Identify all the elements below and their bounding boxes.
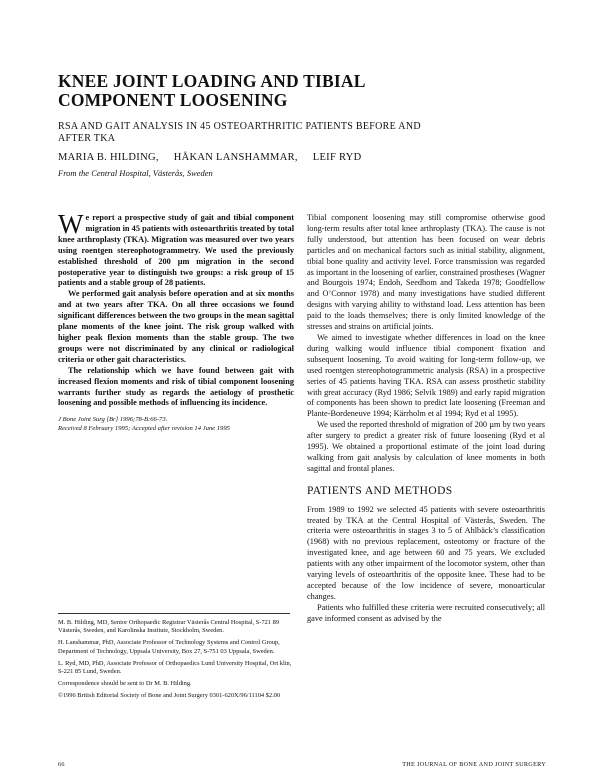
section-heading: PATIENTS AND METHODS [307,484,453,497]
abstract-paragraph: We performed gait analysis before operation and at six months and at two years after TKA. On all three occasions we found significant differences between the two groups in the mean sagittal plane moments of the knee joint. The risk group walked with higher peak flexion moments than the stable group. The two groups were not discriminated by any clinical or radiological criteria or other gait characteristics. [58,289,294,364]
body-paragraph: We aimed to investigate whether differences in load on the knee during walking would influence tibial component fixation and subsequent loosening. To avoid waiting for long-term follow-up, we used roentgen stereophotogrammetric analysis (RSA) in a prospective series of 45 patients having TKA. RSA can assess prosthetic stability with great accuracy (Ryd 1986; Selvik 1989) and early rapid migration of components has been shown to predict late loosening (Freeman and Plante-Bordeneuve 1994; Kärrholm et al 1994; Ryd et al 1995). [307,332,545,419]
author-name: LEIF RYD [312,152,362,163]
footnote-divider [58,613,290,614]
author-list [58,152,374,163]
author-name: MARIA B. HILDING, [58,152,159,163]
page-number: 66 [58,761,65,768]
footnote: Correspondence should be sent to Dr M. B. Hilding. [58,680,192,688]
abstract-paragraph: The relationship which we have found between gait with increased flexion moments and risk of tibial component loosening warrants further study as regards the aetiology of prosthetic loosening and possible methods of influencing its incidence. [58,365,294,408]
body-paragraph: We used the reported threshold of migration of 200 µm by two years after surgery to predict a greater risk of future loosening (Ryd et al 1995). We obtained a proportional estimate of the joint load during walking from gait analysis by calculation of knee moments in both sagittal and frontal planes. [307,420,545,473]
body-column [307,213,545,625]
journal-name: THE JOURNAL OF BONE AND JOINT SURGERY [402,761,546,768]
abstract-column [58,209,294,434]
drop-cap: W [58,209,84,239]
footnote: ©1996 British Editorial Society of Bone and Joint Surgery 0301-620X/96/11104 $2.00 [58,692,281,700]
body-paragraph: From 1989 to 1992 we selected 45 patients with severe osteoarthritis treated by TKA at the Central Hospital of Västerås, Sweden. The criteria were osteoarthritis in stages 3 to 5 of Ahlbäck’s classification (1968) with no previous replacement, osteotomy or fracture of the investigated knee, and age between 60 and 75 years. We excluded patients with any other impairment of the locomotor system, other than varying levels of osteoarthritis of the opposite knee. These had to be accepted because of the low incidence of severe, monoarticular changes. [307,504,545,601]
article-title: KNEE JOINT LOADING AND TIBIAL COMPONENT LOOSENING [58,71,365,110]
abstract-paragraph: We report a prospective study of gait and tibial component migration in 45 patients with osteoarthritis treated by total knee arthroplasty (TKA). Migration was measured over two years using roentgen stereophotogrammetry. We used the previously established threshold of 200 µm migration in the second postoperative year to distinguish two groups: a risk group of 15 patients and a stable group of 28 patients. [58,209,294,288]
body-paragraph: Patients who fulfilled these criteria were recruited consecutively; all gave informed consent as advised by the [307,602,545,623]
affiliation: From the Central Hospital, Västerås, Sweden [58,168,213,178]
footnote: L. Ryd, MD, PhD, Associate Professor of Orthopaedics Lund University Hospital, Ort klin, S-221 85 Lund, Sweden. [58,659,292,676]
citation-block [58,416,294,433]
citation: J Bone Joint Surg [Br] 1996;78-B:66-73. [58,416,168,424]
author-name: HÅKAN LANSHAMMAR, [173,152,298,163]
footnote: M. B. Hilding, MD, Senior Orthopaedic Registrar Västerås Central Hospital, S-721 89 Västerås, Sweden, and Karolinska Institute, Stockholm, Sweden. [58,619,280,635]
footnotes [58,619,298,705]
footnote: H. Lanshammar, PhD, Associate Professor of Technology Systems and Control Group, Department of Technology, Uppsala University, Box 27, S-751 03 Uppsala, Sweden. [58,639,280,655]
received-date: Received 8 February 1995; Accepted after revision 14 June 1995 [58,424,230,432]
abstract [58,209,294,409]
body-paragraph: Tibial component loosening may still compromise otherwise good long-term results after total knee arthroplasty (TKA). The cause is not fully understood, but attention has been focused on wear debris particles and on mechanical factors such as initial stability, alignment, tibial bone quality and activity level. Force transmission was regarded as important in the loosening of earlier, constrained prostheses (Wagner and Bourgois 1974; Endoh, Seedhom and Takeda 1978; Goodfellow and O’Connor 1978) and many investigations have studied different designs with varying ability to withstand load. Less attention has been paid to the loads themselves; there is only limited knowledge of the stresses and strains on artificial joints. [307,213,545,332]
article-subtitle: RSA AND GAIT ANALYSIS IN 45 OSTEOARTHRITIC PATIENTS BEFORE AND AFTER TKA [58,121,421,144]
